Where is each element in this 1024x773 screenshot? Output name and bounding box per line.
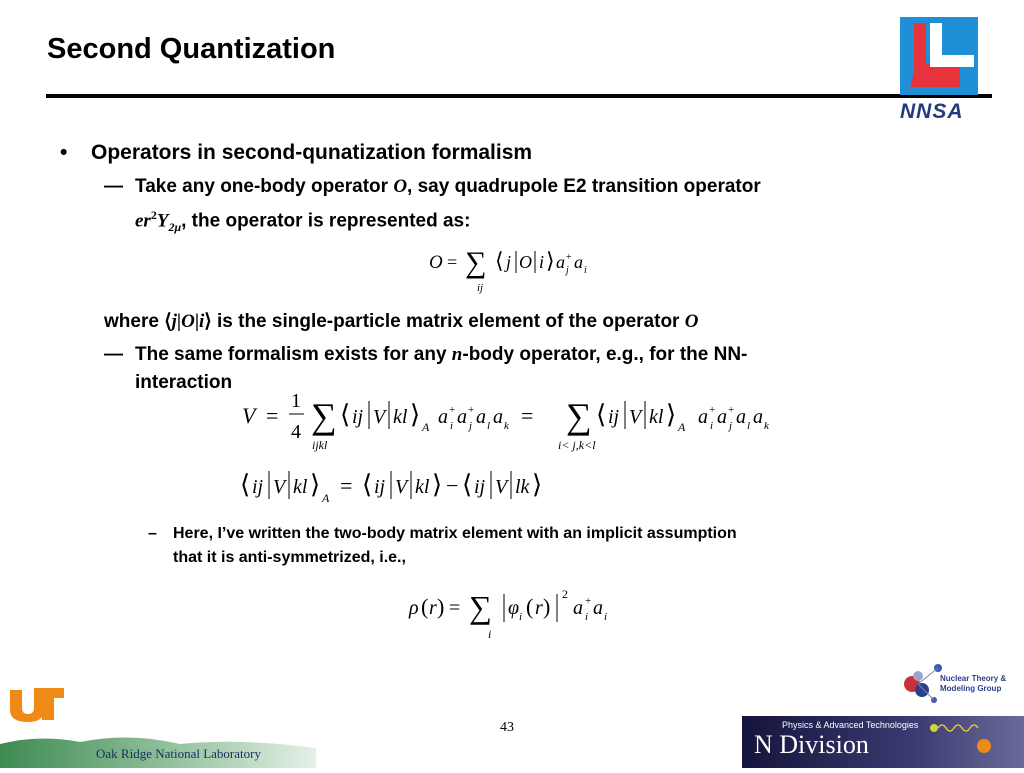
ornl-label: Oak Ridge National Laboratory: [96, 746, 261, 761]
n-division-title: N Division: [754, 730, 869, 759]
er-term: er: [135, 210, 151, 232]
equation-two-body-operator: [236, 385, 796, 457]
n-division-top-text: Physics & Advanced Technologies: [782, 720, 919, 730]
svg-text:j: j: [729, 420, 733, 432]
svg-text:ij: ij: [352, 406, 364, 428]
svg-text:a: a: [753, 406, 763, 428]
svg-text:φ: φ: [508, 597, 520, 619]
ut-logo: [8, 686, 64, 722]
svg-text:i: i: [604, 611, 608, 623]
title-divider: [46, 94, 992, 98]
svg-text:ij: ij: [608, 406, 620, 428]
svg-text:a: a: [476, 406, 486, 428]
svg-text:∑: ∑: [566, 396, 592, 436]
svg-text:=: =: [266, 403, 279, 428]
svg-text:1: 1: [291, 390, 301, 412]
slide-title: Second Quantization: [47, 33, 336, 65]
svg-text:A: A: [422, 420, 430, 434]
svg-text:∑: ∑: [311, 396, 337, 436]
svg-text:O: O: [519, 252, 532, 272]
svg-text:ij: ij: [474, 476, 486, 498]
sub-bullet-antisymmetrized: [148, 522, 908, 570]
where-line: [104, 308, 698, 336]
Y-term: Y: [156, 210, 169, 232]
bullet-operators: [60, 141, 760, 169]
svg-text:kl: kl: [293, 476, 308, 498]
svg-text:ij: ij: [477, 282, 484, 294]
sub1-line2-tail: , the operator is represented as:: [181, 210, 471, 232]
svg-text:V: V: [629, 406, 642, 428]
wave-icon: [926, 718, 996, 758]
svg-text:V: V: [495, 476, 508, 498]
sub2-line1-text: The same formalism exists for any: [135, 344, 452, 365]
svg-text:a: a: [736, 406, 746, 428]
svg-text:2: 2: [562, 587, 568, 601]
svg-text:V: V: [242, 403, 256, 428]
svg-text:kl: kl: [649, 406, 664, 428]
svg-text:O: O: [429, 252, 443, 273]
llnl-logo: [900, 17, 978, 95]
er-exponent: 2: [150, 208, 157, 222]
svg-text:i: i: [585, 611, 589, 623]
svg-text:ijkl: ijkl: [312, 438, 328, 452]
sub2-line2-text: interaction: [135, 372, 233, 393]
svg-text:⟩: ⟩: [310, 470, 321, 499]
svg-text:−: −: [446, 473, 459, 498]
ntmg-logo: [898, 662, 1024, 706]
svg-text:A: A: [678, 420, 686, 434]
svg-text:a: a: [556, 252, 565, 272]
svg-text:i< j,k<l: i< j,k<l: [558, 438, 596, 452]
Y-subscript: 2μ: [168, 220, 182, 235]
svg-text:ij: ij: [374, 476, 386, 498]
page-number: 43: [500, 720, 514, 735]
svg-text:ij: ij: [252, 476, 264, 498]
dash-marker: —: [104, 344, 123, 365]
svg-text:⟩: ⟩: [532, 470, 543, 499]
svg-text:(: (: [421, 594, 429, 619]
svg-text:⟩: ⟩: [546, 248, 555, 273]
bar-1: |: [176, 311, 182, 332]
n-symbol: n: [451, 344, 463, 365]
bullet-marker: •: [60, 141, 68, 164]
sub-bullet-one-body: [104, 173, 904, 233]
where-text: where: [104, 311, 165, 332]
svg-text:+: +: [449, 404, 456, 416]
svg-text:=: =: [521, 403, 534, 428]
ntmg-line1: Nuclear Theory &: [940, 674, 1007, 683]
bra-symbol: ⟨: [164, 311, 172, 332]
svg-text:i: i: [584, 265, 587, 276]
svg-text:a: a: [457, 406, 467, 428]
index-i: i: [199, 311, 205, 332]
svg-text:⟩: ⟩: [410, 400, 421, 429]
svg-text:+: +: [585, 595, 592, 607]
svg-text:r: r: [429, 597, 437, 619]
sub2-line1-tail: -body operator, e.g., for the NN-: [462, 344, 748, 365]
svg-text:a: a: [438, 406, 448, 428]
dash-marker: –: [148, 525, 157, 542]
svg-text:⟨: ⟨: [495, 248, 504, 273]
equation-one-body-operator: [425, 238, 615, 298]
svg-text:⟩: ⟩: [666, 400, 677, 429]
svg-text:⟨: ⟨: [462, 470, 473, 499]
svg-text:=: =: [340, 473, 353, 498]
svg-text:∑: ∑: [465, 246, 487, 279]
svg-text:+: +: [709, 404, 716, 416]
svg-text:V: V: [395, 476, 408, 498]
svg-text:=: =: [449, 597, 461, 619]
sub3-line2: that it is anti-symmetrized, i.e.,: [173, 549, 406, 566]
svg-text:j: j: [506, 252, 512, 272]
bullet-text: Operators in second-qunatization formalism: [91, 141, 533, 164]
svg-text:a: a: [593, 597, 603, 619]
svg-text:V: V: [273, 476, 286, 498]
svg-text:ρ: ρ: [409, 597, 419, 619]
svg-text:a: a: [574, 252, 583, 272]
svg-text:i: i: [519, 611, 523, 623]
svg-text:kl: kl: [393, 406, 408, 428]
svg-text:⟨: ⟨: [362, 470, 373, 499]
svg-text:∑: ∑: [469, 589, 492, 625]
svg-text:⟩: ⟩: [432, 470, 443, 499]
dash-marker: —: [104, 176, 123, 197]
svg-text:a: a: [717, 406, 727, 428]
svg-text:k: k: [764, 420, 769, 432]
svg-text:i: i: [450, 420, 454, 432]
ntmg-line2: Modeling Group: [940, 684, 1002, 693]
svg-text:⟨: ⟨: [340, 400, 351, 429]
svg-text:): ): [543, 594, 551, 619]
svg-text:a: a: [493, 406, 503, 428]
n-division-banner: [742, 716, 1024, 768]
svg-text:l: l: [487, 420, 491, 432]
svg-text:j: j: [566, 265, 569, 276]
svg-text:r: r: [535, 597, 543, 619]
sub1-line1-tail: , say quadrupole E2 transition operator: [407, 176, 761, 197]
equation-antisymmetrized: [236, 463, 576, 509]
svg-text:+: +: [728, 404, 735, 416]
svg-text:j: j: [469, 420, 473, 432]
svg-text:⟨: ⟨: [596, 400, 607, 429]
sub3-line1: Here, I’ve written the two-body matrix element with an implicit assumption: [173, 525, 737, 542]
svg-text:k: k: [504, 420, 509, 432]
svg-text:+: +: [468, 404, 475, 416]
svg-text:+: +: [566, 252, 572, 263]
operator-O: O: [393, 176, 408, 197]
svg-text:l: l: [747, 420, 751, 432]
bar-2: |: [194, 311, 200, 332]
svg-text:(: (: [526, 594, 534, 619]
ornl-banner: [0, 732, 316, 768]
ket-symbol: ⟩: [204, 311, 212, 332]
svg-text:i: i: [710, 420, 714, 432]
svg-text:lk: lk: [515, 476, 530, 498]
sub1-line1-text: Take any one-body operator: [135, 176, 394, 197]
svg-text:i: i: [488, 627, 492, 641]
svg-text:V: V: [373, 406, 386, 428]
operator-O-inline: O: [181, 311, 195, 332]
svg-text:a: a: [698, 406, 708, 428]
svg-text:a: a: [573, 597, 583, 619]
svg-text:i: i: [539, 252, 545, 272]
svg-text:): ): [437, 594, 445, 619]
equation-density: [405, 582, 625, 644]
operator-O-end: O: [684, 311, 699, 332]
svg-text:⟨: ⟨: [240, 470, 251, 499]
svg-text:=: =: [447, 252, 458, 272]
where-description: is the single-particle matrix element of the operator: [211, 311, 685, 332]
index-j: j: [171, 311, 177, 332]
nnsa-logo: NNSA: [900, 100, 964, 123]
svg-text:4: 4: [291, 421, 301, 443]
svg-text:A: A: [322, 491, 330, 505]
svg-text:kl: kl: [415, 476, 430, 498]
